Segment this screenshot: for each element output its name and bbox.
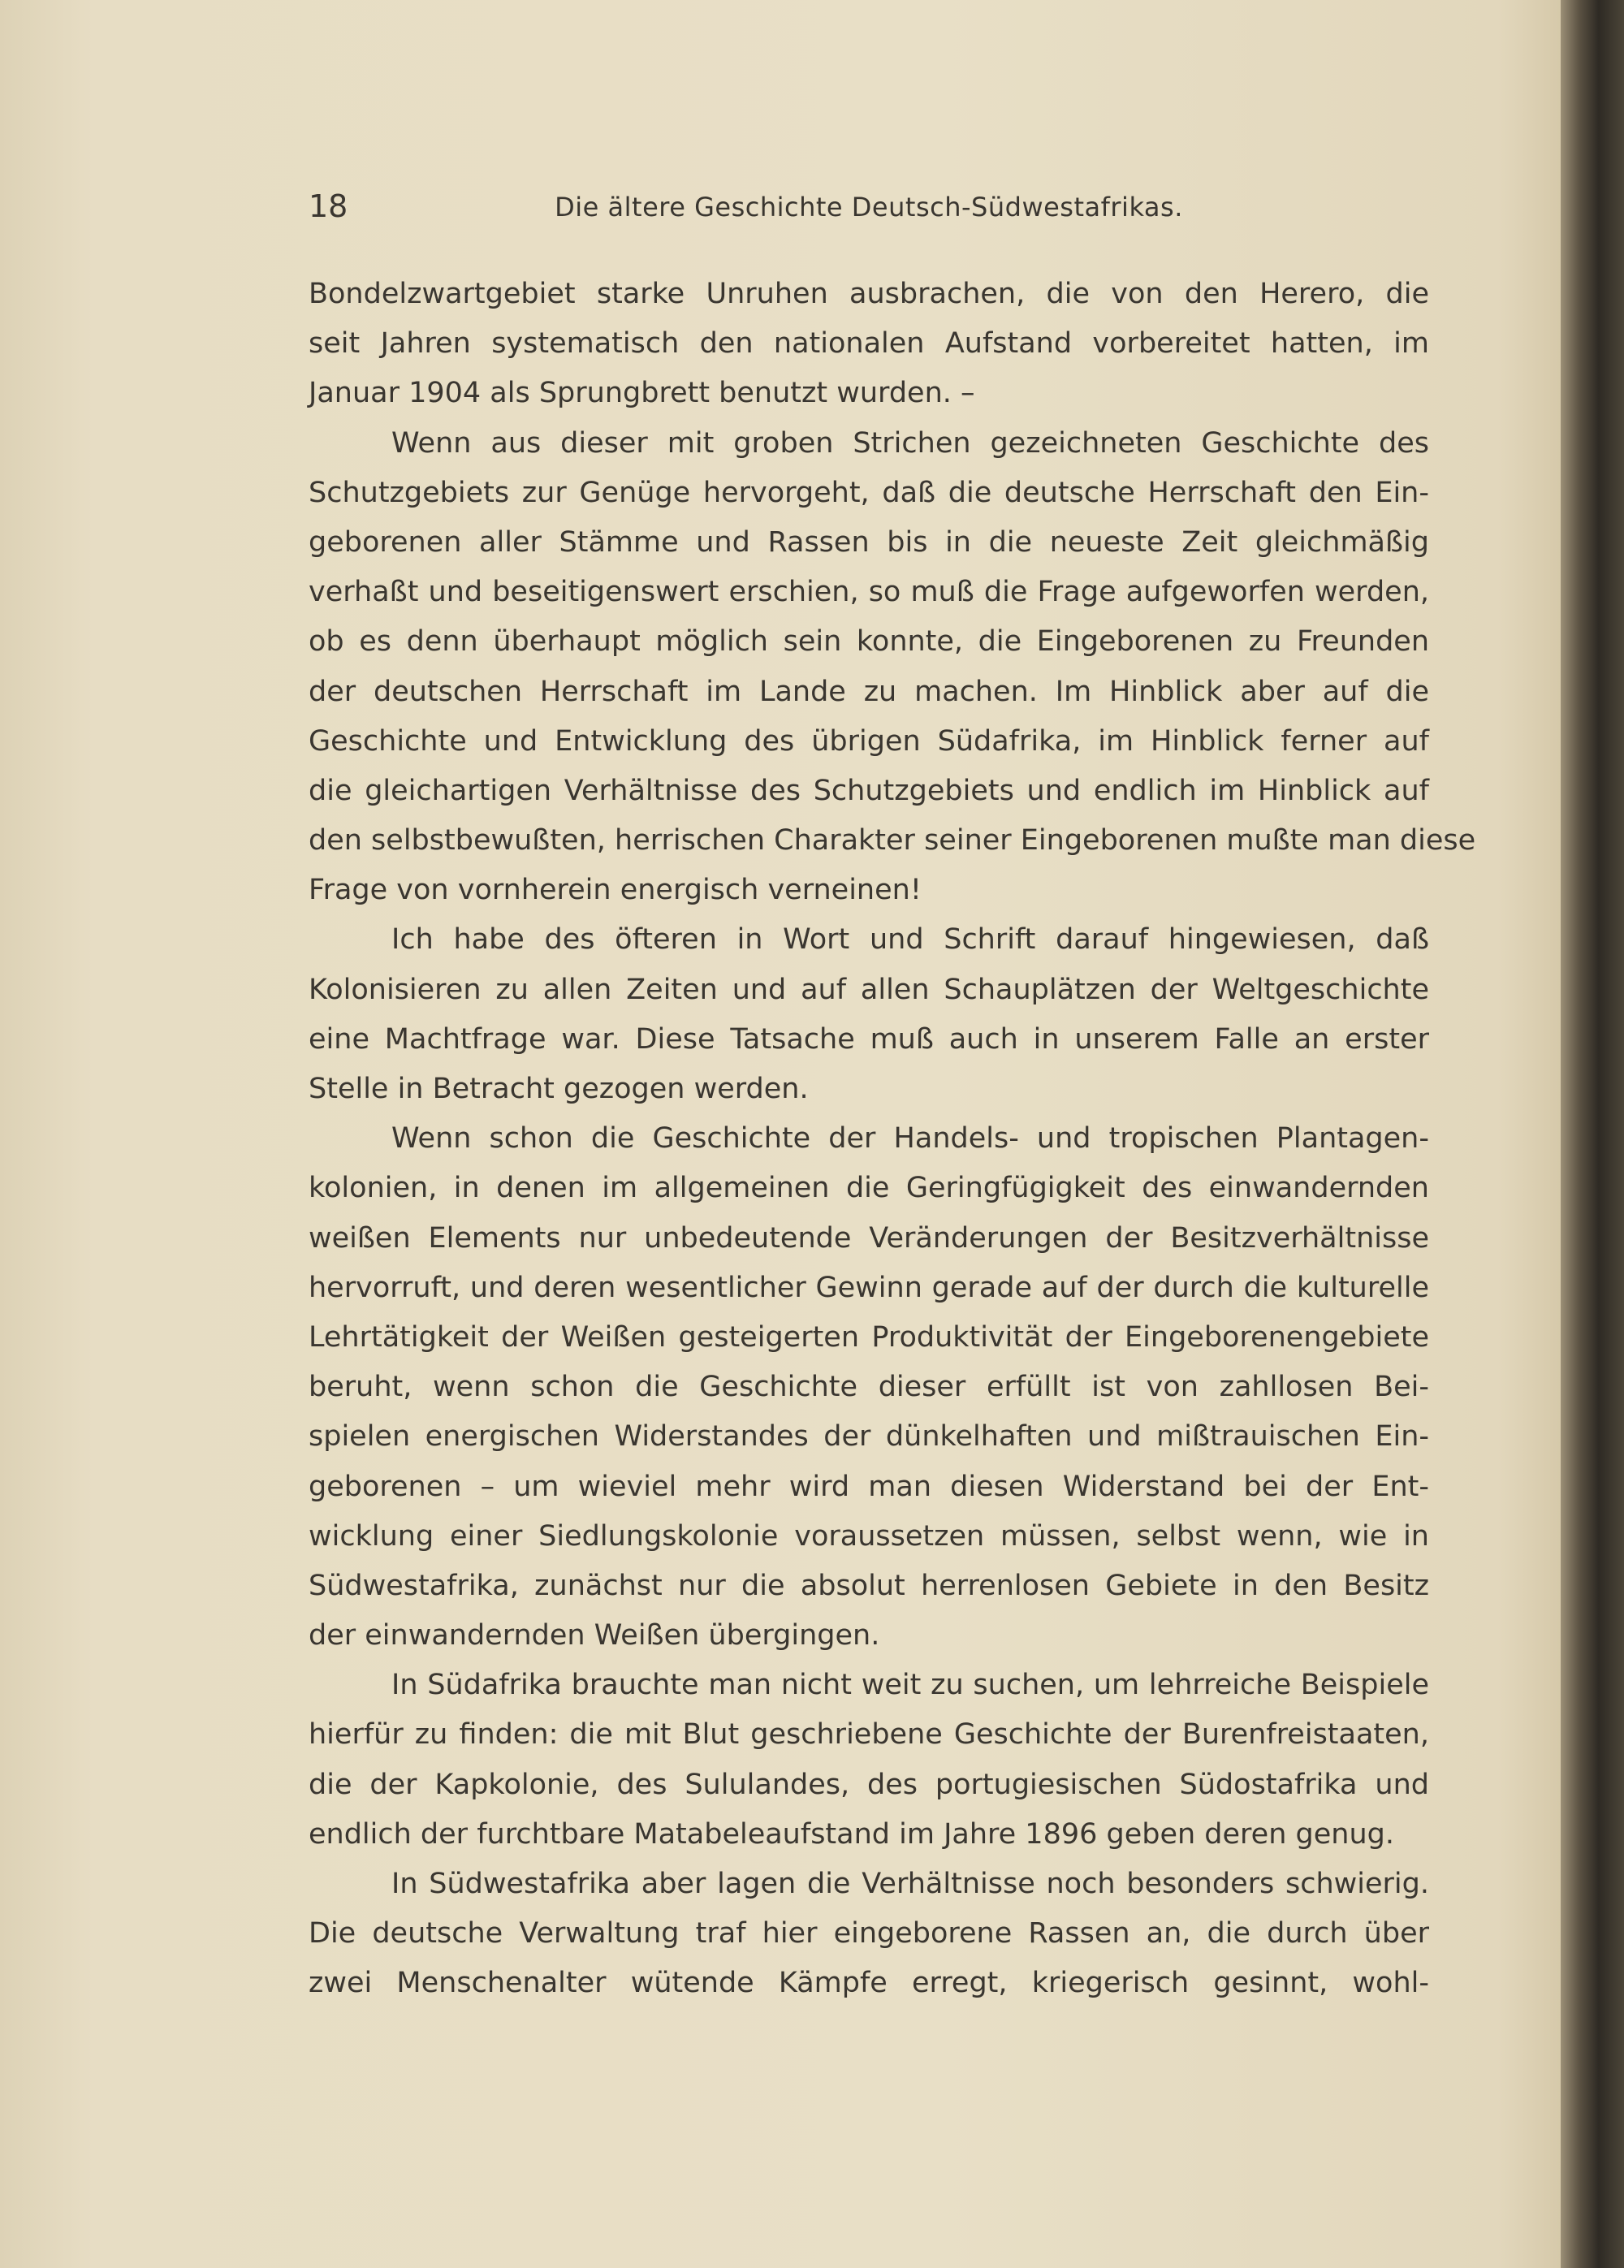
text-line: Wenn schon die Geschichte der Handels- und tropischen Plantagen- — [391, 1122, 1429, 1156]
text-line: zwei Menschenalter wütende Kämpfe erregt, kriegerisch gesinnt, wohl- — [309, 1967, 1429, 2000]
text-line: Ich habe des öfteren in Wort und Schrift darauf hingewiesen, daß — [391, 923, 1429, 957]
running-title: Die ältere Geschichte Deutsch-Südwestafrikas. — [555, 192, 1183, 222]
book-edge — [1561, 0, 1624, 2268]
text-line: Wenn aus dieser mit groben Strichen gezeichneten Geschichte des — [391, 426, 1429, 460]
text-line: hervorruft, und deren wesentlicher Gewinn gerade auf der durch die kulturelle — [309, 1271, 1429, 1304]
text-line: die der Kapkolonie, des Sululandes, des portugiesischen Südostafrika und — [309, 1768, 1429, 1801]
text-line: seit Jahren systematisch den nationalen Aufstand vorbereitet hatten, im — [309, 327, 1429, 361]
text-line: In Südafrika brauchte man nicht weit zu suchen, um lehrreiche Beispiele — [391, 1669, 1429, 1702]
text-line: Lehrtätigkeit der Weißen gesteigerten Produktivität der Eingeborenengebiete — [309, 1320, 1429, 1354]
text-line: In Südwestafrika aber lagen die Verhältnisse noch besonders schwierig. — [391, 1868, 1429, 1900]
text-line: spielen energischen Widerstandes der dünkelhaften und mißtrauischen Ein- — [309, 1420, 1429, 1454]
text-line: hierfür zu finden: die mit Blut geschriebene Geschichte der Burenfreistaaten, — [309, 1718, 1429, 1752]
text-line: Kolonisieren zu allen Zeiten und auf allen Schauplätzen der Weltgeschichte — [309, 973, 1429, 1006]
text-line: Januar 1904 als Sprungbrett benutzt wurden. – — [309, 377, 975, 410]
text-line: beruht, wenn schon die Geschichte dieser erfüllt ist von zahllosen Bei- — [309, 1371, 1429, 1404]
text-line: verhaßt und beseitigenswert erschien, so muß die Frage aufgeworfen werden, — [309, 576, 1429, 609]
paragraph — [309, 1661, 1429, 1860]
text-line: wicklung einer Siedlungskolonie voraussetzen müssen, selbst wenn, wie in — [309, 1519, 1429, 1553]
text-line: eine Machtfrage war. Diese Tatsache muß auch in unserem Falle an erster — [309, 1022, 1429, 1056]
text-line: die gleichartigen Verhältnisse des Schutzgebiets und endlich im Hinblick auf — [309, 774, 1429, 807]
text-line: den selbstbewußten, herrischen Charakter seiner Eingeborenen mußte man diese — [309, 824, 1476, 858]
text-line: Die deutsche Verwaltung traf hier eingeborene Rassen an, die durch über — [309, 1917, 1429, 1950]
text-line: der einwandernden Weißen übergingen. — [309, 1619, 880, 1652]
paragraph — [309, 270, 1429, 419]
text-line: geborenen – um wieviel mehr wird man diesen Widerstand bei der Ent- — [309, 1470, 1429, 1503]
text-line: geborenen aller Stämme und Rassen bis in die neueste Zeit gleichmäßig — [309, 525, 1429, 559]
text-line: Frage von vornherein energisch verneinen! — [309, 874, 922, 907]
text-line: Stelle in Betracht gezogen werden. — [309, 1073, 809, 1105]
text-line: Geschichte und Entwicklung des übrigen Südafrika, im Hinblick ferner auf — [309, 724, 1429, 758]
text-line: Südwestafrika, zunächst nur die absolut herrenlosen Gebiete in den Besitz — [309, 1569, 1429, 1602]
text-line: endlich der furchtbare Matabeleaufstand im Jahre 1896 geben deren genug. — [309, 1817, 1394, 1851]
text-line: ob es denn überhaupt möglich sein konnte, die Eingeborenen zu Freunden — [309, 625, 1429, 659]
text-line: Schutzgebiets zur Genüge hervorgeht, daß die deutsche Herrschaft den Ein- — [309, 476, 1429, 509]
paragraph — [309, 419, 1476, 916]
text-line: Bondelzwartgebiet starke Unruhen ausbrachen, die von den Herero, die — [309, 278, 1429, 310]
text-line: der deutschen Herrschaft im Lande zu machen. Im Hinblick aber auf die — [309, 675, 1429, 708]
text-line: kolonien, in denen im allgemeinen die Geringfügigkeit des einwandernden — [309, 1172, 1429, 1205]
paragraph — [309, 1114, 1429, 1661]
paragraph — [309, 1860, 1429, 2009]
paragraph — [309, 915, 1429, 1114]
text-line: weißen Elements nur unbedeutende Veränderungen der Besitzverhältnisse — [309, 1221, 1429, 1255]
body-text — [309, 270, 1476, 2009]
page-number: 18 — [309, 188, 348, 224]
page-header — [309, 188, 1429, 237]
